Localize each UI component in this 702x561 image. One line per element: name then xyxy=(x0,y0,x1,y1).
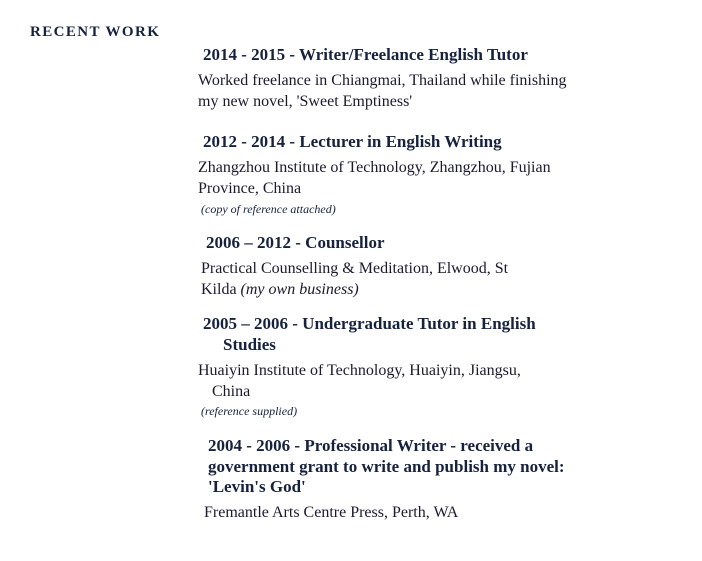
entry-description-line: Kilda xyxy=(201,281,241,299)
entry-title xyxy=(203,314,603,355)
entry-note: (copy of reference attached) xyxy=(201,201,336,216)
entry-description-line: my new novel, 'Sweet Emptiness' xyxy=(198,93,413,110)
entry-title: 2014 - 2015 - Writer/Freelance English Tutor xyxy=(203,45,528,64)
list-item xyxy=(198,436,668,523)
entry-title: 2006 – 2012 - Counsellor xyxy=(206,233,385,253)
entry-description-line: Huaiyin Institute of Technology, Huaiyin, Jiangsu, xyxy=(198,361,521,379)
entry-note: (reference supplied) xyxy=(201,404,298,419)
entry-description xyxy=(198,360,598,403)
entry-title-line: Studies xyxy=(223,335,276,355)
entry-description-line: Province, China xyxy=(198,180,302,198)
entry-description-line: Practical Counselling & Meditation, Elwood, St xyxy=(201,259,509,277)
entry-title: 2012 - 2014 - Lecturer in English Writing xyxy=(203,132,502,152)
list-item xyxy=(198,45,668,112)
entry-title-line: 2004 - 2006 - Professional Writer - received a xyxy=(208,435,534,455)
entry-description-line: China xyxy=(212,383,251,401)
list-item xyxy=(198,132,668,217)
entry-description xyxy=(198,157,668,200)
entry-description xyxy=(198,70,668,113)
recent-work-list xyxy=(198,45,668,537)
entry-title-line: 'Levin's God' xyxy=(208,477,306,497)
entry-description-line: Zhangzhou Institute of Technology, Zhangzhou, Fujian xyxy=(198,159,551,176)
entry-inline-note: (my own business) xyxy=(240,281,359,299)
entry-title-line: 2005 – 2006 - Undergraduate Tutor in English xyxy=(203,314,536,334)
page-title: RECENT WORK xyxy=(30,24,161,40)
entry-title-line: government grant to write and publish my novel: xyxy=(208,456,565,476)
entry-description: Fremantle Arts Centre Press, Perth, WA xyxy=(204,504,459,522)
list-item xyxy=(198,233,668,300)
entry-description-line: Worked freelance in Chiangmai, Thailand while finishing xyxy=(198,71,567,89)
entry-description xyxy=(201,258,531,301)
entry-title xyxy=(208,436,608,498)
list-item xyxy=(198,314,668,420)
